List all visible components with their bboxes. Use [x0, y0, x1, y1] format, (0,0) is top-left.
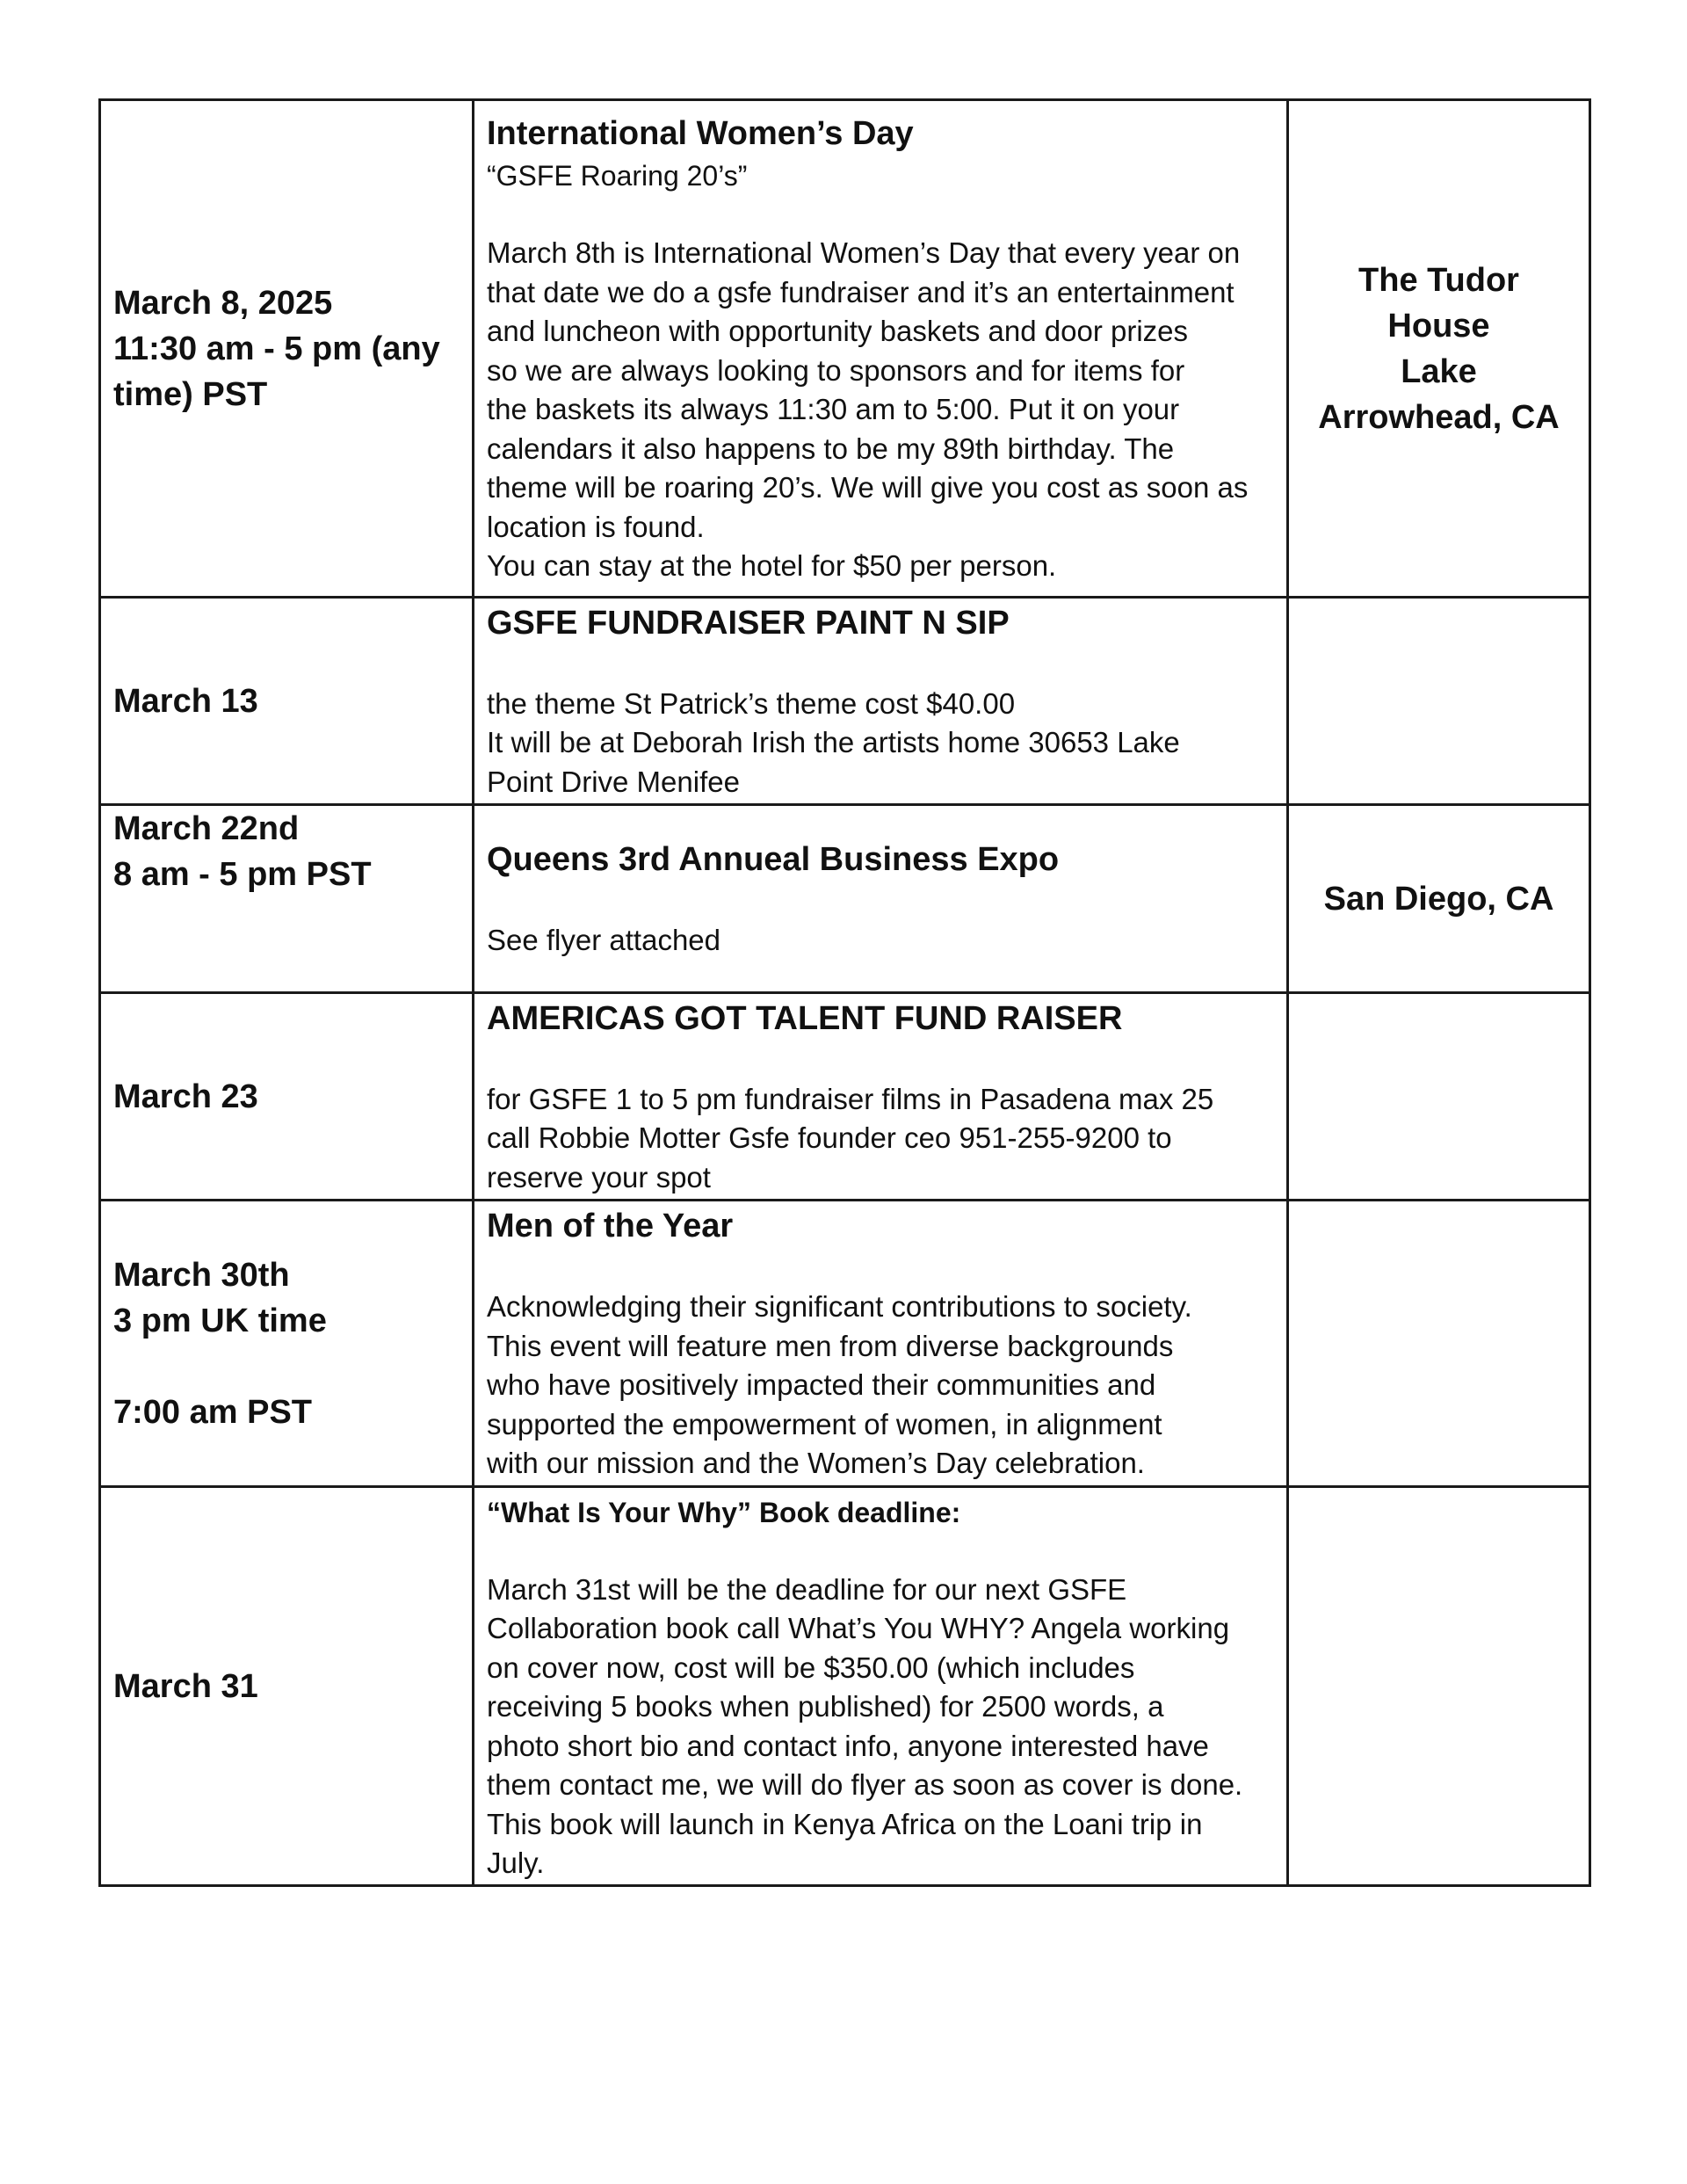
time-line: 3 pm UK time — [113, 1302, 327, 1339]
location-line: House — [1387, 307, 1490, 345]
date-line: March 23 — [113, 1077, 258, 1115]
date-line: March 31 — [113, 1667, 258, 1705]
body-line: Acknowledging their significant contributions to society. — [487, 1290, 1192, 1324]
event-description — [474, 100, 1288, 598]
body-line: March 31st will be the deadline for our next GSFE — [487, 1572, 1127, 1606]
event-location — [1288, 1201, 1590, 1487]
body-line: supported the empowerment of women, in alignment — [487, 1407, 1162, 1440]
events-schedule-table — [98, 98, 1591, 1887]
event-row — [100, 100, 1590, 598]
event-description — [474, 805, 1288, 993]
body-line: Point Drive Menifee — [487, 765, 740, 798]
event-description — [474, 993, 1288, 1201]
event-row — [100, 805, 1590, 993]
event-location — [1288, 805, 1590, 993]
body-line: It will be at Deborah Irish the artists home 30653 Lake — [487, 726, 1180, 759]
event-description — [474, 1487, 1288, 1886]
event-description — [474, 1201, 1288, 1487]
event-location — [1288, 1487, 1590, 1886]
body-line: and luncheon with opportunity baskets and door prizes — [487, 315, 1189, 348]
body-line: for GSFE 1 to 5 pm fundraiser films in Pasadena max 25 — [487, 1082, 1214, 1115]
body-line: July. — [487, 1847, 545, 1879]
body-line: reserve your spot — [487, 1160, 711, 1194]
body-line: Collaboration book call What’s You WHY? Angela working — [487, 1612, 1230, 1644]
body-line: the baskets its always 11:30 am to 5:00. Put it on your — [487, 393, 1180, 426]
event-title: “What Is Your Why” Book deadline: — [487, 1496, 961, 1528]
body-line: call Robbie Motter Gsfe founder ceo 951-255-9200 to — [487, 1121, 1172, 1155]
body-line: that date we do a gsfe fundraiser and it’s an entertainment — [487, 275, 1234, 308]
body-line: so we are always looking to sponsors and for items for — [487, 353, 1185, 387]
event-row — [100, 1487, 1590, 1886]
time-line: 11:30 am - 5 pm (any — [113, 330, 440, 367]
event-date — [100, 100, 474, 598]
event-row — [100, 598, 1590, 805]
event-row — [100, 993, 1590, 1201]
body-line: on cover now, cost will be $350.00 (which includes — [487, 1651, 1135, 1684]
time-line: time) PST — [113, 375, 268, 413]
body-line: See flyer attached — [487, 924, 720, 957]
location-line: The Tudor — [1358, 261, 1519, 299]
event-location — [1288, 100, 1590, 598]
location-line: Arrowhead, CA — [1318, 398, 1560, 436]
body-line: the theme St Patrick’s theme cost $40.00 — [487, 686, 1016, 720]
event-title: GSFE FUNDRAISER PAINT N SIP — [487, 604, 1010, 642]
event-location — [1288, 598, 1590, 805]
body-line: theme will be roaring 20’s. We will give you cost as soon as — [487, 471, 1249, 504]
event-location — [1288, 993, 1590, 1201]
body-line: March 8th is International Women’s Day that every year on — [487, 236, 1241, 270]
time-line: 7:00 am PST — [113, 1393, 312, 1431]
body-line: receiving 5 books when published) for 2500 words, a — [487, 1690, 1164, 1723]
body-line: This book will launch in Kenya Africa on the Loani trip in — [487, 1807, 1203, 1840]
event-title: AMERICAS GOT TALENT FUND RAISER — [487, 999, 1123, 1037]
event-title: International Women’s Day — [487, 115, 914, 153]
event-date — [100, 993, 474, 1201]
location-line: Lake — [1401, 352, 1477, 390]
body-line: You can stay at the hotel for $50 per person. — [487, 549, 1057, 583]
event-date — [100, 1201, 474, 1487]
body-line: This event will feature men from diverse backgrounds — [487, 1329, 1174, 1362]
event-title: Men of the Year — [487, 1208, 734, 1245]
event-row — [100, 1201, 1590, 1487]
time-line: 8 am - 5 pm PST — [113, 856, 372, 893]
body-line: them contact me, we will do flyer as soon as cover is done. — [487, 1768, 1243, 1801]
event-title: Queens 3rd Annueal Business Expo — [487, 841, 1060, 879]
date-line: March 8, 2025 — [113, 284, 333, 322]
date-line: March 13 — [113, 682, 258, 720]
event-date — [100, 1487, 474, 1886]
event-date — [100, 805, 474, 993]
body-line: photo short bio and contact info, anyone interested have — [487, 1729, 1209, 1762]
event-description — [474, 598, 1288, 805]
date-line: March 30th — [113, 1256, 290, 1294]
body-line: calendars it also happens to be my 89th birthday. The — [487, 432, 1175, 465]
event-subtitle: “GSFE Roaring 20’s” — [487, 160, 748, 192]
event-date — [100, 598, 474, 805]
date-line: March 22nd — [113, 810, 300, 847]
body-line: with our mission and the Women’s Day celebration. — [487, 1447, 1145, 1480]
body-line: location is found. — [487, 510, 705, 543]
location-line: San Diego, CA — [1323, 880, 1554, 918]
body-line: who have positively impacted their communities and — [487, 1368, 1156, 1402]
